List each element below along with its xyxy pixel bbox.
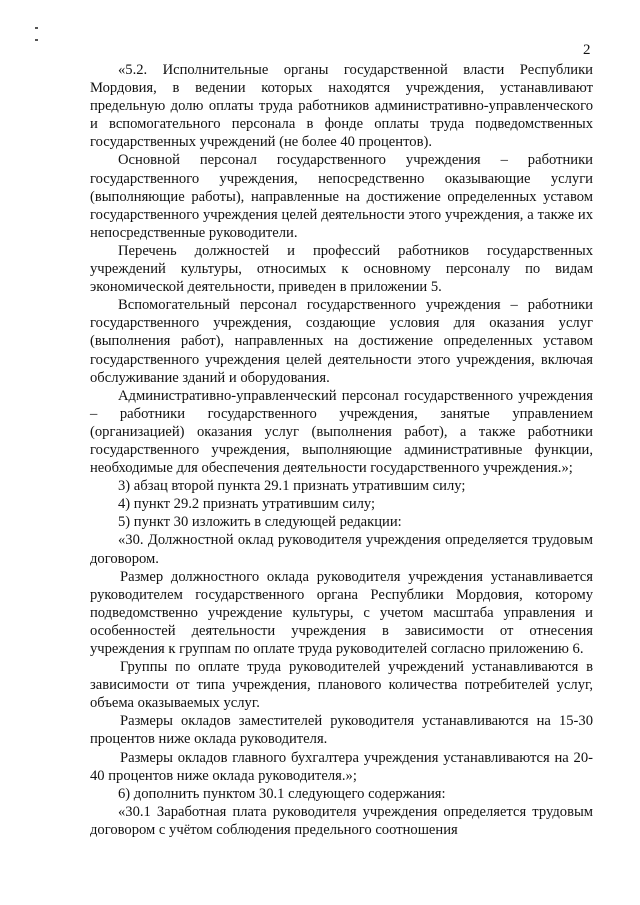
paragraph: «5.2. Исполнительные органы государственной власти Республики Мордовия, в ведении которых находятся учреждения, устанавливают предельную долю оплаты труда работников административно-управленческого и вспомогательного персонала в фонде оплаты труда подведомственных государственных учреждений (не более 40 процентов). [90, 62, 593, 151]
paragraph: Перечень должностей и профессий работников государственных учреждений культуры, относимых к основному персоналу по видам экономической деятельности, приведен в приложении 5. [90, 242, 593, 296]
list-item: 3) абзац второй пункта 29.1 признать утратившим силу; [118, 478, 466, 495]
scan-mark [35, 27, 38, 29]
scan-mark [35, 39, 38, 41]
paragraph: Основной персонал государственного учреждения – работники государственного учреждения, непосредственно оказывающие услуги (выполняющие работы), направленные на достижение определенных уставом государственного учреждения целей деятельности этого учреждения, а также их непосредственные руководители. [90, 152, 593, 241]
paragraph: «30. Должностной оклад руководителя учреждения определяется трудовым договором. [90, 532, 593, 567]
document-body [90, 61, 593, 839]
paragraph: «30.1 Заработная плата руководителя учреждения определяется трудовым договором с учётом соблюдения предельного соотношения [90, 803, 593, 838]
list-item: 6) дополнить пунктом 30.1 следующего содержания: [118, 785, 446, 802]
list-item: 4) пункт 29.2 признать утратившим силу; [118, 496, 376, 513]
paragraph: Вспомогательный персонал государственного учреждения – работники государственного учреждения, создающие условия для оказания услуг (выполнения работ), направленных на достижение определенных уставом государственного учреждения целей деятельности этого учреждения, включая обслуживание зданий и оборудования. [90, 297, 593, 386]
page-number: 2 [583, 42, 591, 58]
paragraph: Группы по оплате труда руководителей учреждений устанавливаются в зависимости от типа учреждения, планового количества потребителей услуг, объема оказываемых услуг. [90, 659, 593, 712]
list-item: 5) пункт 30 изложить в следующей редакции: [118, 514, 402, 531]
paragraph: Административно-управленческий персонал государственного учреждения – работники государственного учреждения, занятые управлением (организацией) оказания услуг (выполнения работ), а также работники государственного учреждения, выполняющие административные функции, необходимые для обеспечения деятельности государственного учреждения.»; [90, 387, 593, 477]
paragraph: Размеры окладов заместителей руководителя устанавливаются на 15-30 процентов ниже оклада руководителя. [90, 713, 593, 748]
paragraph: Размер должностного оклада руководителя учреждения устанавливается руководителем государственного органа Республики Мордовия, которому подведомственно учреждение культуры, с учетом масштаба управления и особенностей деятельности учреждения в зависимости от отнесения учреждения к группам по оплате труда руководителей согласно приложению 6. [90, 568, 593, 657]
paragraph: Размеры окладов главного бухгалтера учреждения устанавливаются на 20-40 процентов ниже оклада руководителя.»; [90, 749, 593, 784]
